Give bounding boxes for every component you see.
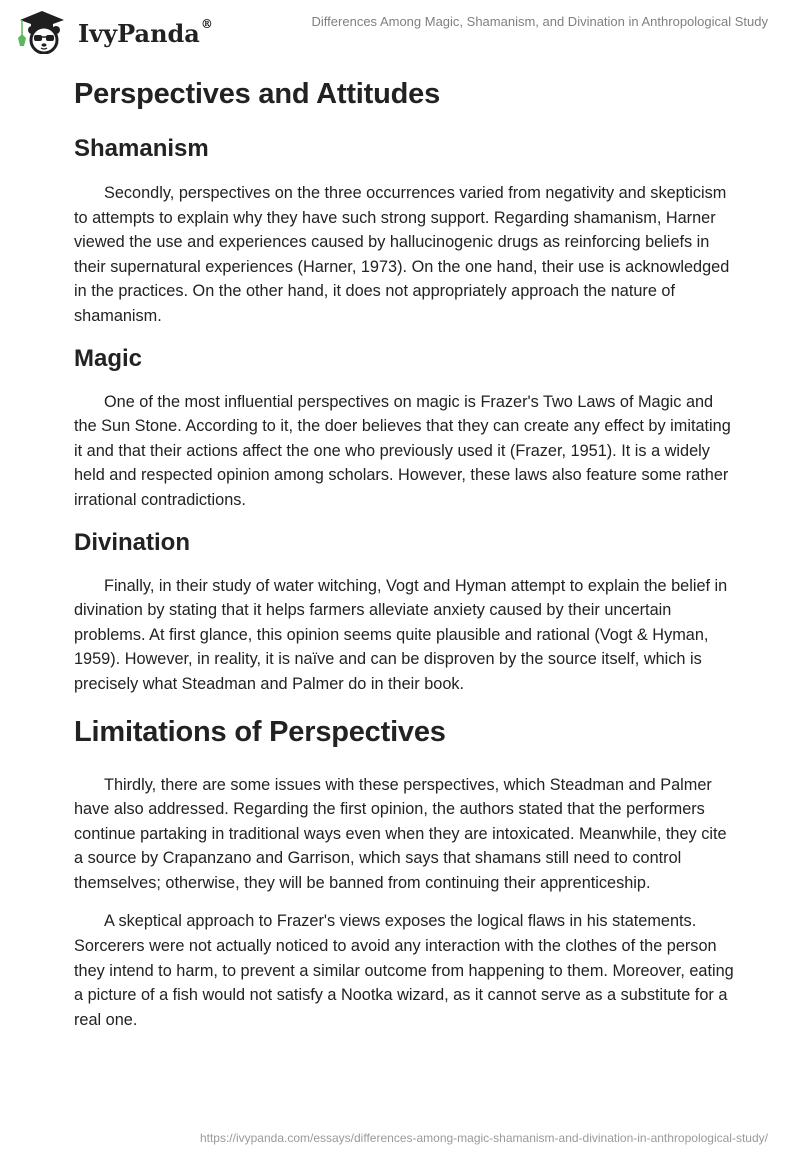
- paragraph-limitations-1: Thirdly, there are some issues with these perspectives, which Steadman and Palmer have also addressed. Regarding the first opinion, the authors stated that the performers continue partaking in traditional ways even when they are intoxicated. Meanwhile, they cite a source by Crapanzano and Garrison, which says that shamans still need to control themselves; otherwise, they will be banned from continuing their apprenticeship.: [74, 775, 727, 892]
- source-url-link[interactable]: https://ivypanda.com/essays/differences-among-magic-shamanism-and-divination-in-anthropological-study/: [199, 1131, 768, 1145]
- subheading-shamanism: Shamanism: [74, 135, 209, 162]
- section-heading-limitations: Limitations of Perspectives: [74, 715, 446, 748]
- section-heading-perspectives: Perspectives and Attitudes: [74, 78, 441, 110]
- paragraph-shamanism: Secondly, perspectives on the three occurrences varied from negativity and skepticism to attempts to explain why they have such strong support. Regarding shamanism, Harner viewed the use and experiences caused by hallucinogenic drugs as reinforcing beliefs in their supernatural experiences (Harner, 1973). On the one hand, their use is acknowledged in the practices. On the other hand, it does not appropriately approach the nature of shamanism.: [74, 184, 730, 325]
- logo[interactable]: [14, 8, 213, 54]
- panda-graduate-icon: [14, 8, 70, 54]
- article-body: [74, 70, 734, 1032]
- subheading-divination: Divination: [74, 528, 191, 556]
- subheading-magic: Magic: [74, 344, 143, 372]
- paragraph-magic: One of the most influential perspectives on magic is Frazer's Two Laws of Magic and the Sun Stone. According to it, the doer believes that they can create any effect by imitating it and that their actions affect the one who previously used it (Frazer, 1951). It is a widely held and respected opinion among scholars. However, these laws also feature some rather irrational contradictions.: [74, 392, 731, 509]
- paragraph-divination: Finally, in their study of water witching, Vogt and Hyman attempt to explain the belief in divination by stating that it helps farmers alleviate anxiety caused by their uncertain problems. At first glance, this opinion seems quite plausible and rational (Vogt & Hyman, 1959). However, in reality, it is naïve and can be disproven by the source itself, which is precisely what Steadman and Palmer do in their book.: [74, 576, 728, 693]
- document-title: Differences Among Magic, Shamanism, and Divination in Anthropological Study: [311, 14, 768, 29]
- logo-text: IvyPanda®: [78, 16, 213, 48]
- page-header: [0, 0, 800, 60]
- paragraph-limitations-2: A skeptical approach to Frazer's views exposes the logical flaws in his statements. Sorcerers were not actually noticed to avoid any interaction with the clothes of the person they intend to harm, to prevent a similar outcome from happening to them. Moreover, eating a picture of a fish would not satisfy a Nootka wizard, as it cannot serve as a substitute for a real one.: [74, 912, 734, 1029]
